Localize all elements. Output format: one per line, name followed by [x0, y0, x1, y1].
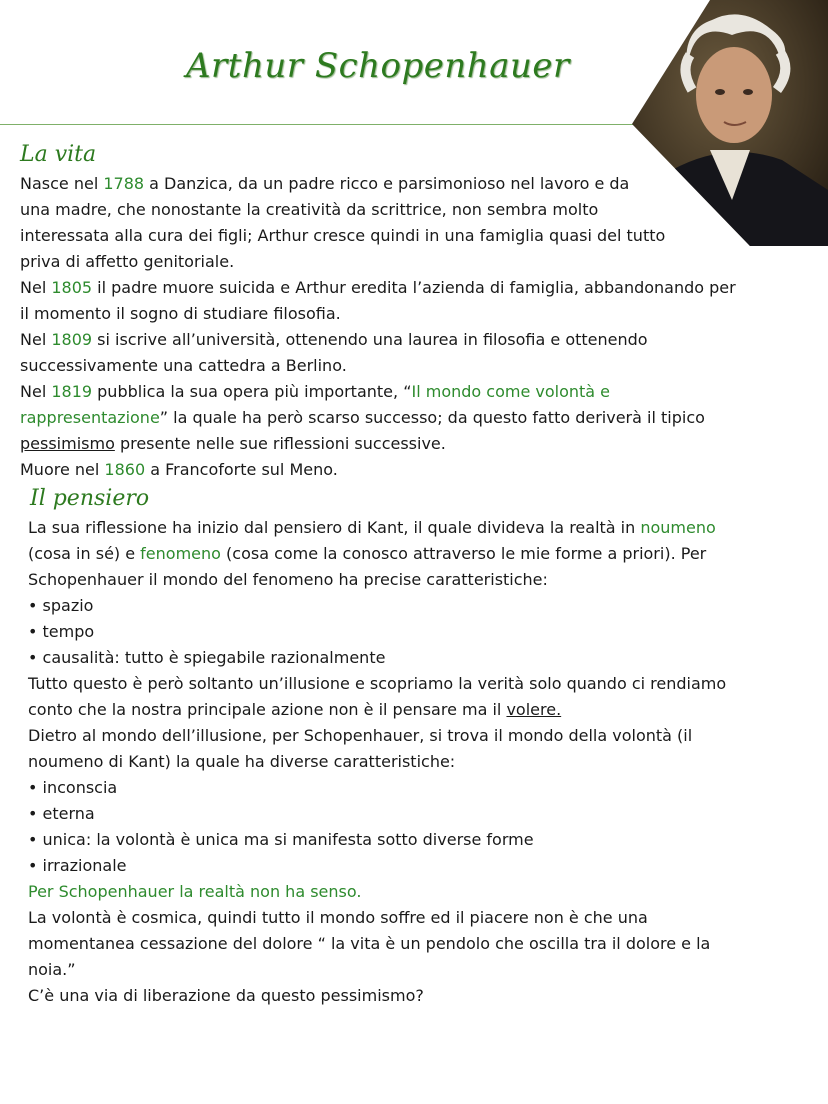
text-line: Nel 1805 il padre muore suicida e Arthur eredita l’azienda di famiglia, abbandonando per	[20, 278, 736, 297]
underlined-term: volere.	[506, 700, 562, 719]
work-title: rappresentazione	[20, 408, 160, 427]
text-line: Tutto questo è però soltanto un’illusione e scopriamo la verità solo quando ci rendiamo	[28, 674, 727, 693]
bullet-item: • unica: la volontà è unica ma si manifesta sotto diverse forme	[28, 830, 534, 849]
page-title: Arthur Schopenhauer	[186, 46, 570, 86]
section-heading-pensiero: Il pensiero	[30, 486, 150, 511]
title-divider	[0, 124, 640, 125]
vita-paragraph	[20, 171, 736, 483]
text-line: noumeno di Kant) la quale ha diverse caratteristiche:	[28, 752, 456, 771]
text-line: La volontà è cosmica, quindi tutto il mondo soffre ed il piacere non è che una	[28, 908, 648, 927]
text-line: una madre, che nonostante la creatività da scrittrice, non sembra molto	[20, 200, 599, 219]
section-heading-vita: La vita	[20, 142, 97, 167]
text-line: successivamente una cattedra a Berlino.	[20, 356, 347, 375]
text-line: Nasce nel 1788 a Danzica, da un padre ricco e parsimonioso nel lavoro e da	[20, 174, 630, 193]
text-line: il momento il sogno di studiare filosofia.	[20, 304, 341, 323]
year-highlight: 1788	[103, 174, 145, 193]
text-line: interessata alla cura dei figli; Arthur cresce quindi in una famiglia quasi del tutto	[20, 226, 666, 245]
bullet-item: • causalità: tutto è spiegabile razionalmente	[28, 648, 386, 667]
text-line: (cosa in sé) e fenomeno (cosa come la conosco attraverso le mie forme a priori). Per	[28, 544, 707, 563]
text-line: Dietro al mondo dell’illusione, per Schopenhauer, si trova il mondo della volontà (il	[28, 726, 693, 745]
underlined-term: pessimismo	[20, 434, 115, 453]
text-line: rappresentazione” la quale ha però scarso successo; da questo fatto deriverà il tipico	[20, 408, 705, 427]
text-line: Muore nel 1860 a Francoforte sul Meno.	[20, 460, 338, 479]
text-line: momentanea cessazione del dolore “ la vita è un pendolo che oscilla tra il dolore e la	[28, 934, 711, 953]
text-line: Nel 1819 pubblica la sua opera più importante, “Il mondo come volontà e	[20, 382, 611, 401]
highlight-sentence: Per Schopenhauer la realtà non ha senso.	[28, 882, 362, 901]
text-line: pessimismo presente nelle sue riflessioni successive.	[20, 434, 446, 453]
bullet-item: • tempo	[28, 622, 95, 641]
bullet-item: • inconscia	[28, 778, 118, 797]
bullet-item: • spazio	[28, 596, 94, 615]
term-highlight: fenomeno	[140, 544, 221, 563]
text-line: La sua riflessione ha inizio dal pensiero di Kant, il quale divideva la realtà in noumeno	[28, 518, 716, 537]
bullet-item: • irrazionale	[28, 856, 127, 875]
text-line: conto che la nostra principale azione non è il pensare ma il volere.	[28, 700, 562, 719]
year-highlight: 1860	[104, 460, 146, 479]
year-highlight: 1809	[51, 330, 93, 349]
text-line: Schopenhauer il mondo del fenomeno ha precise caratteristiche:	[28, 570, 548, 589]
text-line: priva di affetto genitoriale.	[20, 252, 235, 271]
bullet-item: • eterna	[28, 804, 95, 823]
text-line: noia.”	[28, 960, 76, 979]
pensiero-paragraph	[28, 515, 726, 1009]
year-highlight: 1805	[51, 278, 93, 297]
term-highlight: noumeno	[640, 518, 716, 537]
year-highlight: 1819	[51, 382, 93, 401]
work-title: Il mondo come volontà e	[411, 382, 611, 401]
text-line: Nel 1809 si iscrive all’università, ottenendo una laurea in filosofia e ottenendo	[20, 330, 648, 349]
text-line: C’è una via di liberazione da questo pessimismo?	[28, 986, 424, 1005]
